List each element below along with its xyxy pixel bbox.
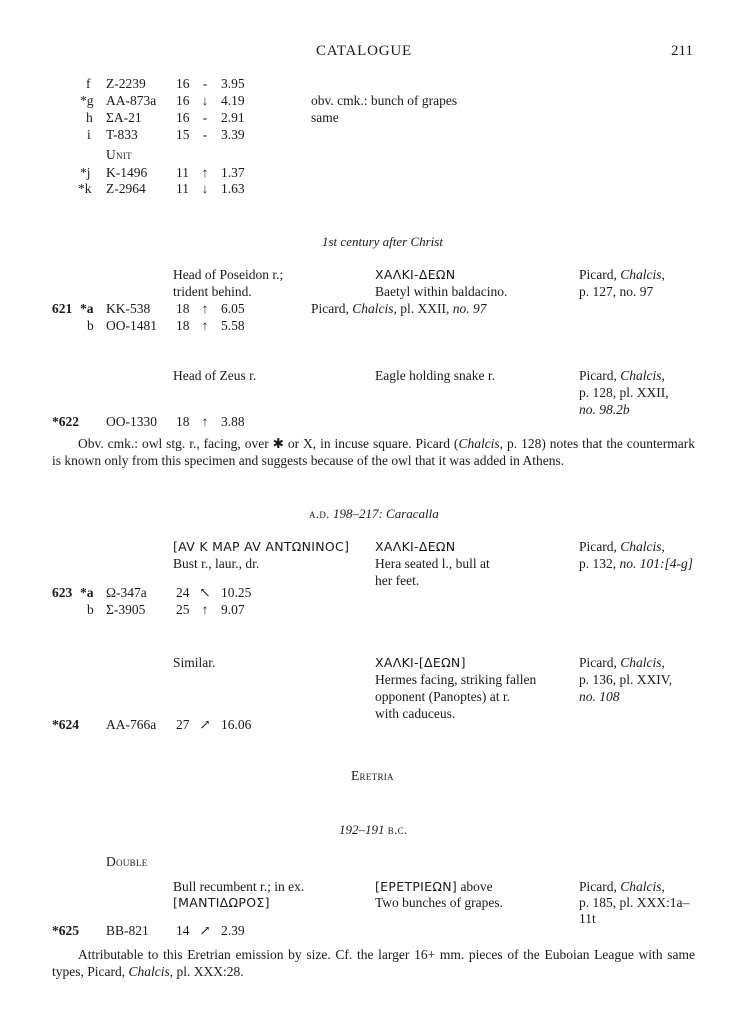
- diameter: 16: [176, 76, 190, 91]
- reference: Picard, Chalcis,: [579, 539, 665, 554]
- weight: 3.95: [221, 76, 245, 91]
- reference: Picard, Chalcis,: [579, 368, 665, 383]
- reverse-description: Two bunches of grapes.: [375, 895, 504, 910]
- catalogue-number: 623: [52, 585, 73, 600]
- die-axis: ↑: [201, 414, 209, 429]
- diameter: 24: [176, 585, 190, 600]
- weight: 5.58: [221, 318, 245, 333]
- obverse-description: Head of Zeus r.: [173, 368, 257, 383]
- obverse-description: Bust r., laur., dr.: [173, 556, 260, 571]
- obverse-description: Bull recumbent r.; in ex.: [173, 879, 305, 894]
- inventory-number: AA-873a: [106, 93, 157, 108]
- inventory-number: AA-766a: [106, 717, 157, 732]
- reverse-description: her feet.: [375, 573, 420, 588]
- diameter: 18: [176, 318, 190, 333]
- row-letter: *g: [80, 93, 94, 108]
- weight: 4.19: [221, 93, 245, 108]
- denomination-label: Unit: [106, 147, 132, 162]
- die-axis: ↑: [201, 602, 209, 617]
- reverse-description: Eagle holding snake r.: [375, 368, 495, 383]
- reverse-description: Hera seated l., bull at: [375, 556, 490, 571]
- page-number: 211: [671, 43, 693, 59]
- reference: p. 132, no. 101:[4-g]: [579, 556, 693, 571]
- die-axis: ↑: [201, 165, 209, 180]
- reference: no. 98.2b: [579, 402, 630, 417]
- die-axis: ↗: [199, 923, 211, 938]
- die-axis: ↗: [199, 717, 211, 732]
- diameter: 16: [176, 93, 190, 108]
- diameter: 25: [176, 602, 190, 617]
- diameter: 18: [176, 414, 190, 429]
- diameter: 14: [176, 923, 190, 938]
- reverse-description: opponent (Panoptes) at r.: [375, 689, 510, 704]
- denomination-label: Double: [106, 854, 148, 869]
- inventory-number: ΣA-21: [106, 110, 142, 125]
- inventory-number: Z-2239: [106, 76, 146, 91]
- diameter: 11: [176, 165, 189, 180]
- commentary-paragraph: Attributable to this Eretrian emission by size. Cf. the larger 16+ mm. pieces of the Euboian League with same types, Picard, Chalcis, pl. XXX:28.: [52, 947, 695, 979]
- reverse-legend: XAΛKI-ΔEΩN: [375, 539, 456, 554]
- weight: 6.05: [221, 301, 245, 316]
- die-axis: ↓: [201, 181, 209, 196]
- row-note: Picard, Chalcis, pl. XXII, no. 97: [311, 301, 487, 316]
- weight: 1.37: [221, 165, 245, 180]
- die-axis: -: [202, 127, 208, 142]
- diameter: 15: [176, 127, 190, 142]
- reverse-description: Baetyl within baldacino.: [375, 284, 508, 299]
- obverse-description: Head of Poseidon r.;: [173, 267, 284, 282]
- row-letter: *a: [80, 301, 94, 316]
- inventory-number: Σ-3905: [106, 602, 146, 617]
- section-heading: 192–191 b.c.: [339, 822, 408, 837]
- reverse-legend: XAΛKI-ΔEΩN: [375, 267, 456, 282]
- inventory-number: OO-1481: [106, 318, 157, 333]
- diameter: 27: [176, 717, 190, 732]
- die-axis: -: [202, 76, 208, 91]
- inventory-number: OO-1330: [106, 414, 157, 429]
- catalogue-number: *622: [52, 414, 79, 429]
- catalogue-number: 621: [52, 301, 73, 316]
- reverse-legend: XAΛKI-[ΔEΩN]: [375, 655, 466, 670]
- inventory-number: K-1496: [106, 165, 148, 180]
- reference: p. 127, no. 97: [579, 284, 654, 299]
- row-letter: b: [87, 602, 94, 617]
- reference: Picard, Chalcis,: [579, 267, 665, 282]
- inventory-number: BB-821: [106, 923, 149, 938]
- row-note: obv. cmk.: bunch of grapes: [311, 93, 458, 108]
- obverse-description: Similar.: [173, 655, 216, 670]
- weight: 10.25: [221, 585, 252, 600]
- row-letter: b: [87, 318, 94, 333]
- reference: p. 128, pl. XXII,: [579, 385, 669, 400]
- weight: 1.63: [221, 181, 245, 196]
- catalogue-number: *625: [52, 923, 79, 938]
- commentary-paragraph: Obv. cmk.: owl stg. r., facing, over ✱ or X, in incuse square. Picard (Chalcis, p. 128) notes that the countermark is known only from this specimen and suggests because of the owl that it was added in Athens.: [52, 436, 696, 468]
- reference: Picard, Chalcis,: [579, 655, 665, 670]
- reference: 11t: [579, 911, 596, 926]
- inventory-number: KK-538: [106, 301, 151, 316]
- die-axis: ↑: [201, 301, 209, 316]
- row-letter: f: [86, 76, 91, 91]
- reference: p. 136, pl. XXIV,: [579, 672, 673, 687]
- die-axis: ↑: [201, 318, 209, 333]
- inventory-number: Ω-347a: [106, 585, 147, 600]
- diameter: 16: [176, 110, 190, 125]
- row-letter: *j: [80, 165, 91, 180]
- weight: 3.88: [221, 414, 245, 429]
- reference: no. 108: [579, 689, 620, 704]
- diameter: 18: [176, 301, 190, 316]
- weight: 16.06: [221, 717, 252, 732]
- reverse-description: Hermes facing, striking fallen: [375, 672, 537, 687]
- obverse-description: trident behind.: [173, 284, 252, 299]
- inventory-number: T-833: [106, 127, 138, 142]
- weight: 3.39: [221, 127, 245, 142]
- section-heading: a.d. 198–217: Caracalla: [309, 506, 439, 521]
- obverse-legend: [MANTIΔΩPOΣ]: [173, 895, 270, 910]
- running-header-title: CATALOGUE: [316, 43, 412, 59]
- row-letter: *k: [78, 181, 92, 196]
- die-axis: ↖: [199, 585, 211, 600]
- reference: Picard, Chalcis,: [579, 879, 665, 894]
- row-note: same: [311, 110, 339, 125]
- weight: 9.07: [221, 602, 245, 617]
- catalogue-number: *624: [52, 717, 79, 732]
- section-heading: 1st century after Christ: [322, 234, 443, 249]
- die-axis: ↓: [201, 93, 209, 108]
- reverse-description: with caduceus.: [375, 706, 456, 721]
- obverse-legend: [AV K MAP AV ANTΩNINOC]: [173, 539, 350, 554]
- die-axis: -: [202, 110, 208, 125]
- row-letter: *a: [80, 585, 94, 600]
- row-letter: i: [87, 127, 91, 142]
- mint-heading: Eretria: [351, 768, 394, 783]
- weight: 2.39: [221, 923, 245, 938]
- reverse-legend: [EPETPIEΩN] above: [375, 879, 493, 894]
- diameter: 11: [176, 181, 189, 196]
- reference: p. 185, pl. XXX:1a–: [579, 895, 690, 910]
- inventory-number: Z-2964: [106, 181, 146, 196]
- weight: 2.91: [221, 110, 245, 125]
- row-letter: h: [86, 110, 93, 125]
